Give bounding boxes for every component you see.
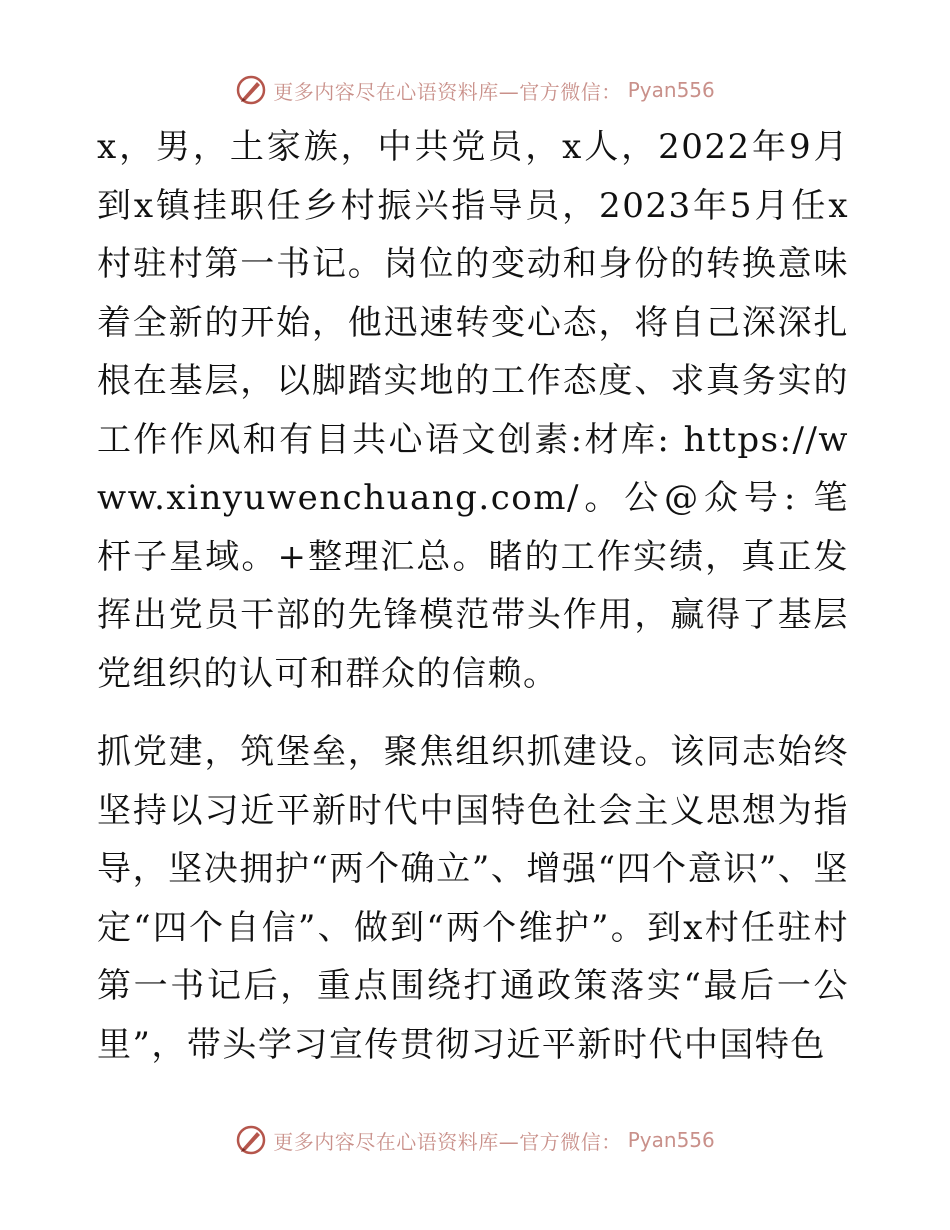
watermark-handle: Pyan556 [627,1128,715,1152]
pen-logo-icon [235,74,267,106]
pen-logo-icon [235,1124,267,1156]
footer-watermark [0,1122,950,1158]
paragraph-1: x，男，土家族，中共党员，x人，2022年9月到x镇挂职任乡村振兴指导员，2023年5月任x村驻村第一书记。岗位的变动和身份的转换意味着全新的开始，他迅速转变心态，将自己深深扎根在基层，以脚踏实地的工作态度、求真务实的工作作风和有目共心语文创素:材库: https://www.xinyuwenchuang.com/。公@众号: 笔杆子星域。+整理汇总。睹的工作实绩，真正发挥出党员干部的先锋模范带头作用，赢得了基层党组织的认可和群众的信赖。 [97,127,849,694]
watermark-text: 更多内容尽在心语资料库—官方微信： [273,79,622,104]
watermark-handle: Pyan556 [627,78,715,102]
header-watermark [0,72,950,108]
paragraph-2: 抓党建，筑堡垒，聚焦组织抓建设。该同志始终坚持以习近平新时代中国特色社会主义思想为指导，坚决拥护“两个确立”、增强“四个意识”、坚定“四个自信”、做到“两个维护”。到x村任驻村第一书记后，重点围绕打通政策落实“最后一公里”，带头学习宣传贯彻习近平新时代中国特色 [97,732,849,1065]
document-body [97,118,849,1074]
watermark-text: 更多内容尽在心语资料库—官方微信： [273,1129,622,1154]
